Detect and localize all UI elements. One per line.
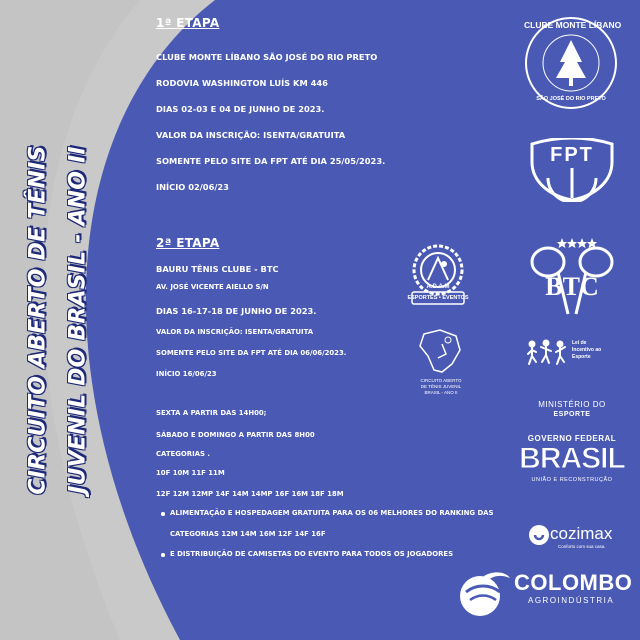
cozimax-tagline: Conforto com sua casa. bbox=[558, 544, 606, 549]
circuito-small-line2: DE TÊNIS JUVENIL bbox=[420, 384, 462, 389]
monte-libano-city: SÃO JOSÉ DO RIO PRETO bbox=[536, 96, 606, 102]
lei-line2: Incentivo ao bbox=[572, 347, 602, 353]
lei-incentivo-logo bbox=[526, 338, 622, 370]
etapa2-dates: DIAS 16-17-18 DE JUNHO DE 2023. bbox=[156, 306, 317, 316]
etapa2-club: BAURU TÊNIS CLUBE - BTC bbox=[156, 264, 279, 274]
etapa1-line: RODOVIA WASHINGTON LUÍS KM 446 bbox=[156, 78, 328, 88]
brasil-wordmark: BRASIL bbox=[519, 442, 625, 475]
colombo-logo bbox=[456, 566, 633, 620]
categories-label: CATEGORIAS . bbox=[156, 450, 210, 458]
colombo-wordmark: COLOMBO bbox=[514, 570, 633, 595]
etapa1-line: DIAS 02-03 E 04 DE JUNHO DE 2023. bbox=[156, 104, 325, 114]
monte-libano-name: CLUBE MONTE LÍBANO bbox=[524, 20, 622, 30]
cozimax-wordmark: cozimax bbox=[550, 524, 613, 543]
cozimax-logo bbox=[528, 522, 618, 552]
bullet1-line1: ALIMENTAÇÃO E HOSPEDAGEM GRATUITA PARA OS 06 MELHORES DO RANKING DAS bbox=[170, 509, 494, 517]
lei-line3: Esporte bbox=[572, 354, 591, 360]
categories-list-2: 12F 12M 12MP 14F 14M 14MP 16F 16M 18F 18M bbox=[156, 490, 344, 498]
etapa2-heading: 2ª ETAPA bbox=[156, 236, 220, 250]
circuito-small-line1: CIRCUITO ABERTO bbox=[420, 378, 462, 383]
etapa1-line: CLUBE MONTE LÍBANO SÃO JOSÉ DO RIO PRETO bbox=[156, 52, 378, 62]
fpt-text: FPT bbox=[550, 144, 594, 166]
lei-line1: Lei de bbox=[572, 340, 587, 346]
schedule-friday: SEXTA A PARTIR DAS 14H00; bbox=[156, 409, 267, 417]
circuito-map-logo bbox=[412, 326, 470, 400]
fpt-logo bbox=[528, 138, 616, 202]
etapa1-line: INÍCIO 02/06/23 bbox=[156, 182, 229, 192]
adam-esportes-logo bbox=[404, 244, 472, 308]
governo-federal-label: GOVERNO FEDERAL bbox=[527, 434, 617, 443]
schedule-weekend: SÁBADO E DOMINGO A PARTIR DAS 8H00 bbox=[156, 431, 315, 439]
bullet1-line2: CATEGORIAS 12M 14M 16M 12F 14F 16F bbox=[170, 530, 326, 538]
btc-text: BTC bbox=[545, 272, 599, 301]
monte-libano-logo bbox=[524, 16, 622, 110]
adam-subtitle: ESPORTES • EVENTOS bbox=[407, 295, 469, 301]
side-title-line1: CIRCUITO ABERTO DE TÊNIS bbox=[25, 145, 51, 495]
bullet-dot bbox=[161, 553, 165, 557]
circuito-small-line3: BRASIL - ANO II bbox=[424, 390, 458, 395]
bullet-dot bbox=[161, 512, 165, 516]
etapa1-line: SOMENTE PELO SITE DA FPT ATÉ DIA 25/05/2023. bbox=[156, 156, 386, 166]
etapa2-address: AV. JOSÉ VICENTE AIELLO S/N bbox=[156, 283, 269, 291]
etapa2-fee: VALOR DA INSCRIÇÃO: ISENTA/GRATUITA bbox=[156, 328, 314, 336]
ministerio-line2: ESPORTE bbox=[553, 411, 591, 418]
etapa1-line: VALOR DA INSCRIÇÃO: ISENTA/GRATUITA bbox=[156, 130, 346, 140]
colombo-subtitle: AGROINDÚSTRIA bbox=[528, 596, 615, 605]
etapa1-heading: 1ª ETAPA bbox=[156, 16, 220, 30]
side-title-line2: JUVENIL DO BRASIL - ANO II bbox=[65, 146, 91, 494]
bullet2-line: E DISTRIBUIÇÃO DE CAMISETAS DO EVENTO PARA TODOS OS JOGADORES bbox=[170, 550, 454, 558]
etapa2-deadline: SOMENTE PELO SITE DA FPT ATÉ DIA 06/06/2023. bbox=[156, 349, 347, 357]
categories-list-1: 10F 10M 11F 11M bbox=[156, 469, 225, 477]
etapa2-start: INÍCIO 16/06/23 bbox=[156, 370, 217, 378]
ministerio-line1: MINISTÉRIO DO bbox=[538, 400, 606, 409]
uniao-reconstrucao-label: UNIÃO E RECONSTRUÇÃO bbox=[531, 477, 613, 483]
adam-name: A.D.A.M bbox=[426, 284, 450, 290]
btc-logo bbox=[528, 236, 616, 316]
